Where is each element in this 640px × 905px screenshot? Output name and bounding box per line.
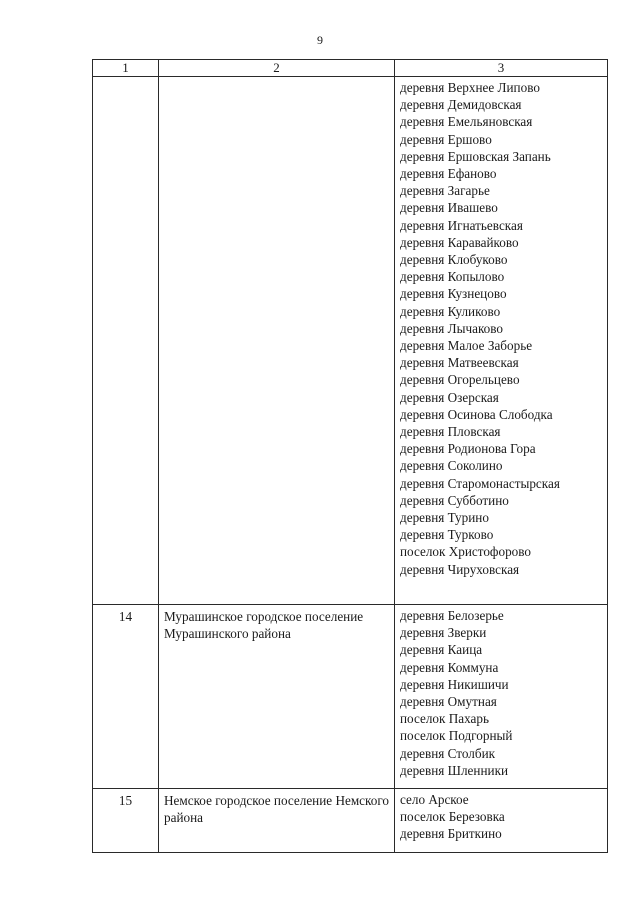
settlement-item: поселок Березовка (400, 809, 505, 825)
settlement-item: деревня Бриткино (400, 826, 502, 842)
settlement-item: деревня Куликово (400, 303, 501, 319)
settlement-item: деревня Ефаново (400, 166, 497, 182)
settlement-item: деревня Никишичи (400, 676, 509, 692)
settlement-item: деревня Емельяновская (400, 114, 533, 130)
settlement-item: деревня Соколино (400, 458, 503, 474)
settlement-item: деревня Турково (400, 527, 494, 543)
settlement-item: деревня Шленники (400, 762, 509, 778)
settlement-item: деревня Игнатьевская (400, 217, 523, 233)
column-header-settlements: 3 (395, 60, 608, 77)
settlement-item: деревня Каица (400, 642, 483, 658)
settlement-list (395, 605, 608, 789)
settlements-table (92, 59, 608, 853)
settlement-item: деревня Турино (400, 510, 489, 526)
settlement-item: деревня Пловская (400, 424, 501, 440)
settlement-item: деревня Каравайково (400, 234, 519, 250)
settlement-item: поселок Христофорово (400, 544, 531, 560)
settlement-item: деревня Зверки (400, 625, 487, 641)
settlement-item: деревня Осинова Слободка (400, 406, 553, 422)
settlement-item: деревня Малое Заборье (400, 338, 533, 354)
municipality-name: Немское городское поселение Немского района (159, 789, 395, 853)
table-body (93, 77, 608, 853)
municipality-name: Мурашинское городское поселение Мурашинского района (159, 605, 395, 789)
settlement-item: деревня Кузнецово (400, 286, 507, 302)
settlement-item: деревня Верхнее Липово (400, 80, 540, 95)
table-row (93, 789, 608, 853)
settlement-item: поселок Пахарь (400, 711, 489, 727)
row-number: 15 (93, 789, 159, 853)
settlement-item: деревня Озерская (400, 389, 499, 405)
settlement-item: деревня Родионова Гора (400, 441, 536, 457)
settlement-list (395, 77, 608, 605)
settlement-item: деревня Копылово (400, 269, 505, 285)
settlement-item: село Арское (400, 792, 469, 807)
settlement-item: деревня Омутная (400, 694, 497, 710)
settlement-item: деревня Ивашево (400, 200, 498, 216)
settlement-item: деревня Ершовская Запань (400, 148, 551, 164)
settlement-item: деревня Субботино (400, 492, 509, 508)
settlement-item: деревня Старомонастырская (400, 475, 560, 491)
settlement-item: деревня Белозерье (400, 608, 504, 623)
settlement-list (395, 789, 608, 853)
column-header-number: 1 (93, 60, 159, 77)
settlement-item: деревня Огорельцево (400, 372, 520, 388)
page-number: 9 (317, 33, 323, 47)
row-number (93, 77, 159, 605)
settlement-item: деревня Лычаково (400, 320, 504, 336)
municipality-name (159, 77, 395, 605)
settlement-item: деревня Коммуна (400, 659, 499, 675)
column-header-municipality: 2 (159, 60, 395, 77)
settlement-item: деревня Ершово (400, 131, 492, 147)
table-row (93, 77, 608, 605)
table-row (93, 605, 608, 789)
settlement-item: поселок Подгорный (400, 728, 513, 744)
settlement-item: деревня Демидовская (400, 97, 522, 113)
settlement-item: деревня Столбик (400, 745, 496, 761)
settlement-item: деревня Клобуково (400, 252, 508, 268)
settlement-item: деревня Матвеевская (400, 355, 519, 371)
row-number: 14 (93, 605, 159, 789)
settlement-item: деревня Чируховская (400, 561, 520, 577)
table-header-row (93, 60, 608, 77)
settlement-item: деревня Загарье (400, 183, 490, 199)
